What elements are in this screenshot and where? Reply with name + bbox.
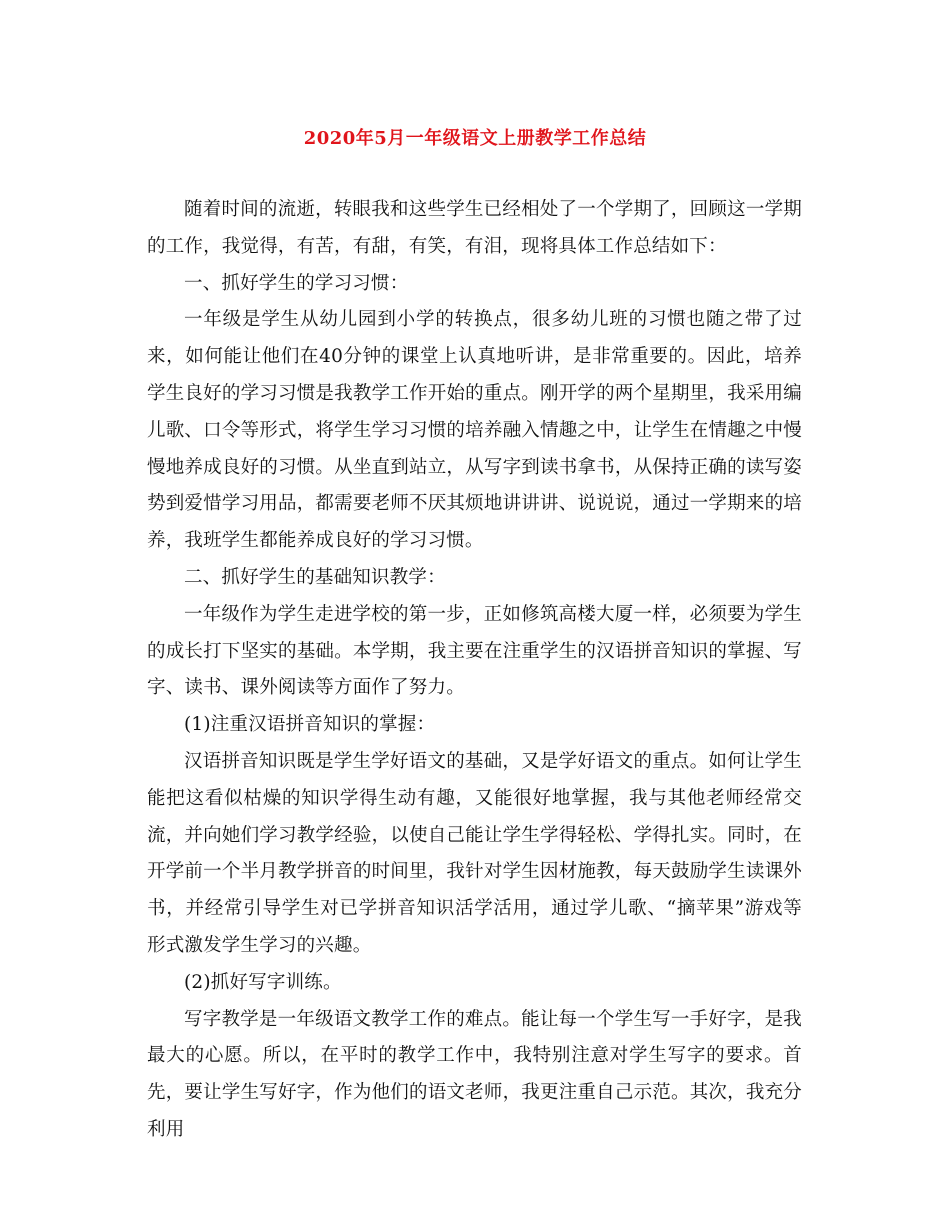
paragraph-intro: 随着时间的流逝，转眼我和这些学生已经相处了一个学期了，回顾这一学期的工作，我觉得，有苦，有甜，有笑，有泪，现将具体工作总结如下：	[147, 199, 802, 257]
paragraph-writing: 写字教学是一年级语文教学工作的难点。能让每一个学生写一手好字，是我最大的心愿。所以，在平时的教学工作中，我特别注意对学生写字的要求。首先，要让学生写好字，作为他们的语文老师，我更注重自己示范。其次，我充分利用	[147, 1008, 802, 1140]
document-body	[147, 192, 802, 1149]
subheading-pinyin: (1)注重汉语拼音知识的掌握：	[184, 714, 436, 736]
paragraph-basic-knowledge: 一年级作为学生走进学校的第一步，正如修筑高楼大厦一样，必须要为学生的成长打下坚实的基础。本学期，我主要在注重学生的汉语拼音知识的掌握、写字、读书、课外阅读等方面作了努力。	[147, 603, 802, 699]
paragraph-study-habits: 一年级是学生从幼儿园到小学的转换点，很多幼儿班的习惯也随之带了过来，如何能让他们在40分钟的课堂上认真地听讲，是非常重要的。因此，培养学生良好的学习习惯是我教学工作开始的重点。刚开学的两个星期里，我采用编儿歌、口令等形式，将学生学习习惯的培养融入情趣之中，让学生在情趣之中慢慢地养成良好的习惯。从坐直到站立，从写字到读书拿书，从保持正确的读写姿势到爱惜学习用品，都需要老师不厌其烦地讲讲讲、说说说，通过一学期来的培养，我班学生都能养成良好的学习习惯。	[147, 309, 802, 552]
paragraph-pinyin: 汉语拼音知识既是学生学好语文的基础，又是学好语文的重点。如何让学生能把这看似枯燥的知识学得生动有趣，又能很好地掌握，我与其他老师经常交流，并向她们学习教学经验，以使自己能让学生学得轻松、学得扎实。同时，在开学前一个半月教学拼音的时间里，我针对学生因材施教，每天鼓励学生读课外书，并经常引导学生对已学拼音知识活学活用，通过学儿歌、“摘苹果”游戏等形式激发学生学习的兴趣。	[147, 750, 802, 956]
heading-study-habits: 一、抓好学生的学习习惯：	[184, 272, 409, 294]
heading-basic-knowledge: 二、抓好学生的基础知识教学：	[184, 566, 446, 588]
subheading-writing: (2)抓好写字训练。	[184, 971, 342, 993]
document-title: 2020年5月一年级语文上册教学工作总结	[303, 128, 647, 149]
